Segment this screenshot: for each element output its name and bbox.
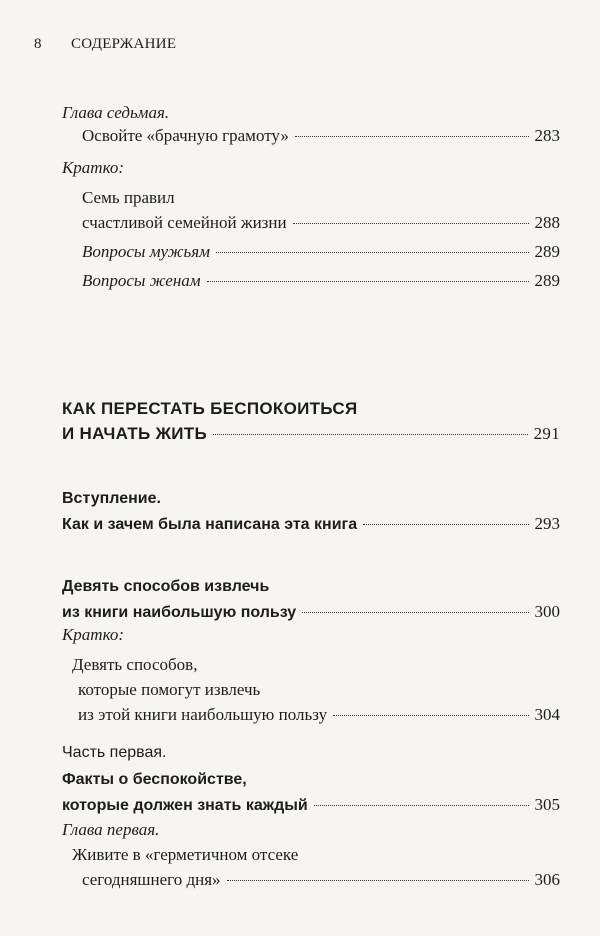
entry-title: Как и зачем была написана эта книга	[62, 516, 358, 533]
entry-title-line: Факты о беспокойстве,	[62, 771, 247, 788]
dot-leader	[314, 805, 529, 806]
toc-entry[interactable]	[62, 867, 560, 892]
entry-title: Вопросы мужьям	[82, 242, 210, 261]
toc-summary-2	[62, 625, 560, 645]
page-ref: 305	[534, 795, 560, 814]
dot-leader	[227, 880, 529, 881]
page-ref: 288	[534, 213, 560, 232]
entry-title-line: Девять способов,	[72, 655, 198, 674]
dot-leader	[295, 136, 529, 137]
toc-nine-ways-summary[interactable]	[72, 652, 560, 727]
entry-title: И НАЧАТЬ ЖИТЬ	[62, 424, 207, 443]
chapter-label: Глава седьмая.	[62, 103, 170, 122]
toc-part-1[interactable]	[62, 740, 560, 817]
toc-entry[interactable]	[82, 239, 560, 264]
entry-title: Освойте «брачную грамоту»	[82, 126, 289, 145]
book-title-line: КАК ПЕРЕСТАТЬ БЕСПОКОИТЬСЯ	[62, 399, 358, 418]
page-ref: 304	[534, 705, 560, 724]
page-ref: 289	[534, 271, 560, 290]
dot-leader	[363, 524, 528, 525]
toc-chapter-7	[62, 103, 560, 148]
toc-entry[interactable]	[72, 702, 560, 727]
page-ref: 300	[534, 602, 560, 621]
toc-entry[interactable]	[62, 123, 560, 148]
toc-entry[interactable]	[62, 421, 560, 446]
entry-title-line: Живите в «герметичном отсеке	[72, 845, 299, 864]
running-header	[34, 36, 176, 53]
header-title: СОДЕРЖАНИЕ	[71, 36, 177, 52]
chapter-label: Глава первая.	[62, 820, 160, 839]
toc-chapter-1[interactable]	[62, 820, 560, 892]
entry-title-line: Вступление.	[62, 490, 161, 507]
toc-entry[interactable]	[62, 511, 560, 536]
entry-title-line: Девять способов извлечь	[62, 578, 270, 595]
dot-leader	[207, 281, 529, 282]
page-ref: 291	[533, 424, 560, 443]
toc-summary-1	[62, 158, 560, 178]
toc-entry[interactable]	[62, 792, 560, 817]
dot-leader	[216, 252, 529, 253]
entry-title: сегодняшнего дня»	[82, 870, 221, 889]
toc-book-title[interactable]	[62, 396, 560, 446]
page-ref: 289	[534, 242, 560, 261]
toc-entry[interactable]	[82, 268, 560, 293]
toc-nine-ways[interactable]	[62, 574, 560, 624]
toc-entry[interactable]	[82, 210, 560, 235]
toc-rules[interactable]	[82, 185, 560, 293]
dot-leader	[213, 434, 528, 435]
dot-leader	[333, 715, 528, 716]
toc-entry[interactable]	[62, 599, 560, 624]
entry-title: из этой книги наибольшую пользу	[78, 705, 328, 724]
summary-label: Кратко:	[62, 625, 125, 644]
summary-label: Кратко:	[62, 158, 125, 177]
entry-title: счастливой семейной жизни	[82, 213, 287, 232]
toc-introduction[interactable]	[62, 486, 560, 536]
part-label: Часть первая.	[62, 744, 167, 761]
dot-leader	[293, 223, 529, 224]
entry-title-line: которые помогут извлечь	[78, 680, 261, 699]
entry-title: Вопросы женам	[82, 271, 201, 290]
page-ref: 306	[534, 870, 560, 889]
entry-title: которые должен знать каждый	[62, 797, 308, 814]
page-number: 8	[34, 36, 43, 52]
dot-leader	[302, 612, 528, 613]
page-ref: 293	[534, 514, 560, 533]
page-ref: 283	[534, 126, 560, 145]
entry-title: из книги наибольшую пользу	[62, 604, 297, 621]
entry-title-line: Семь правил	[82, 188, 175, 207]
